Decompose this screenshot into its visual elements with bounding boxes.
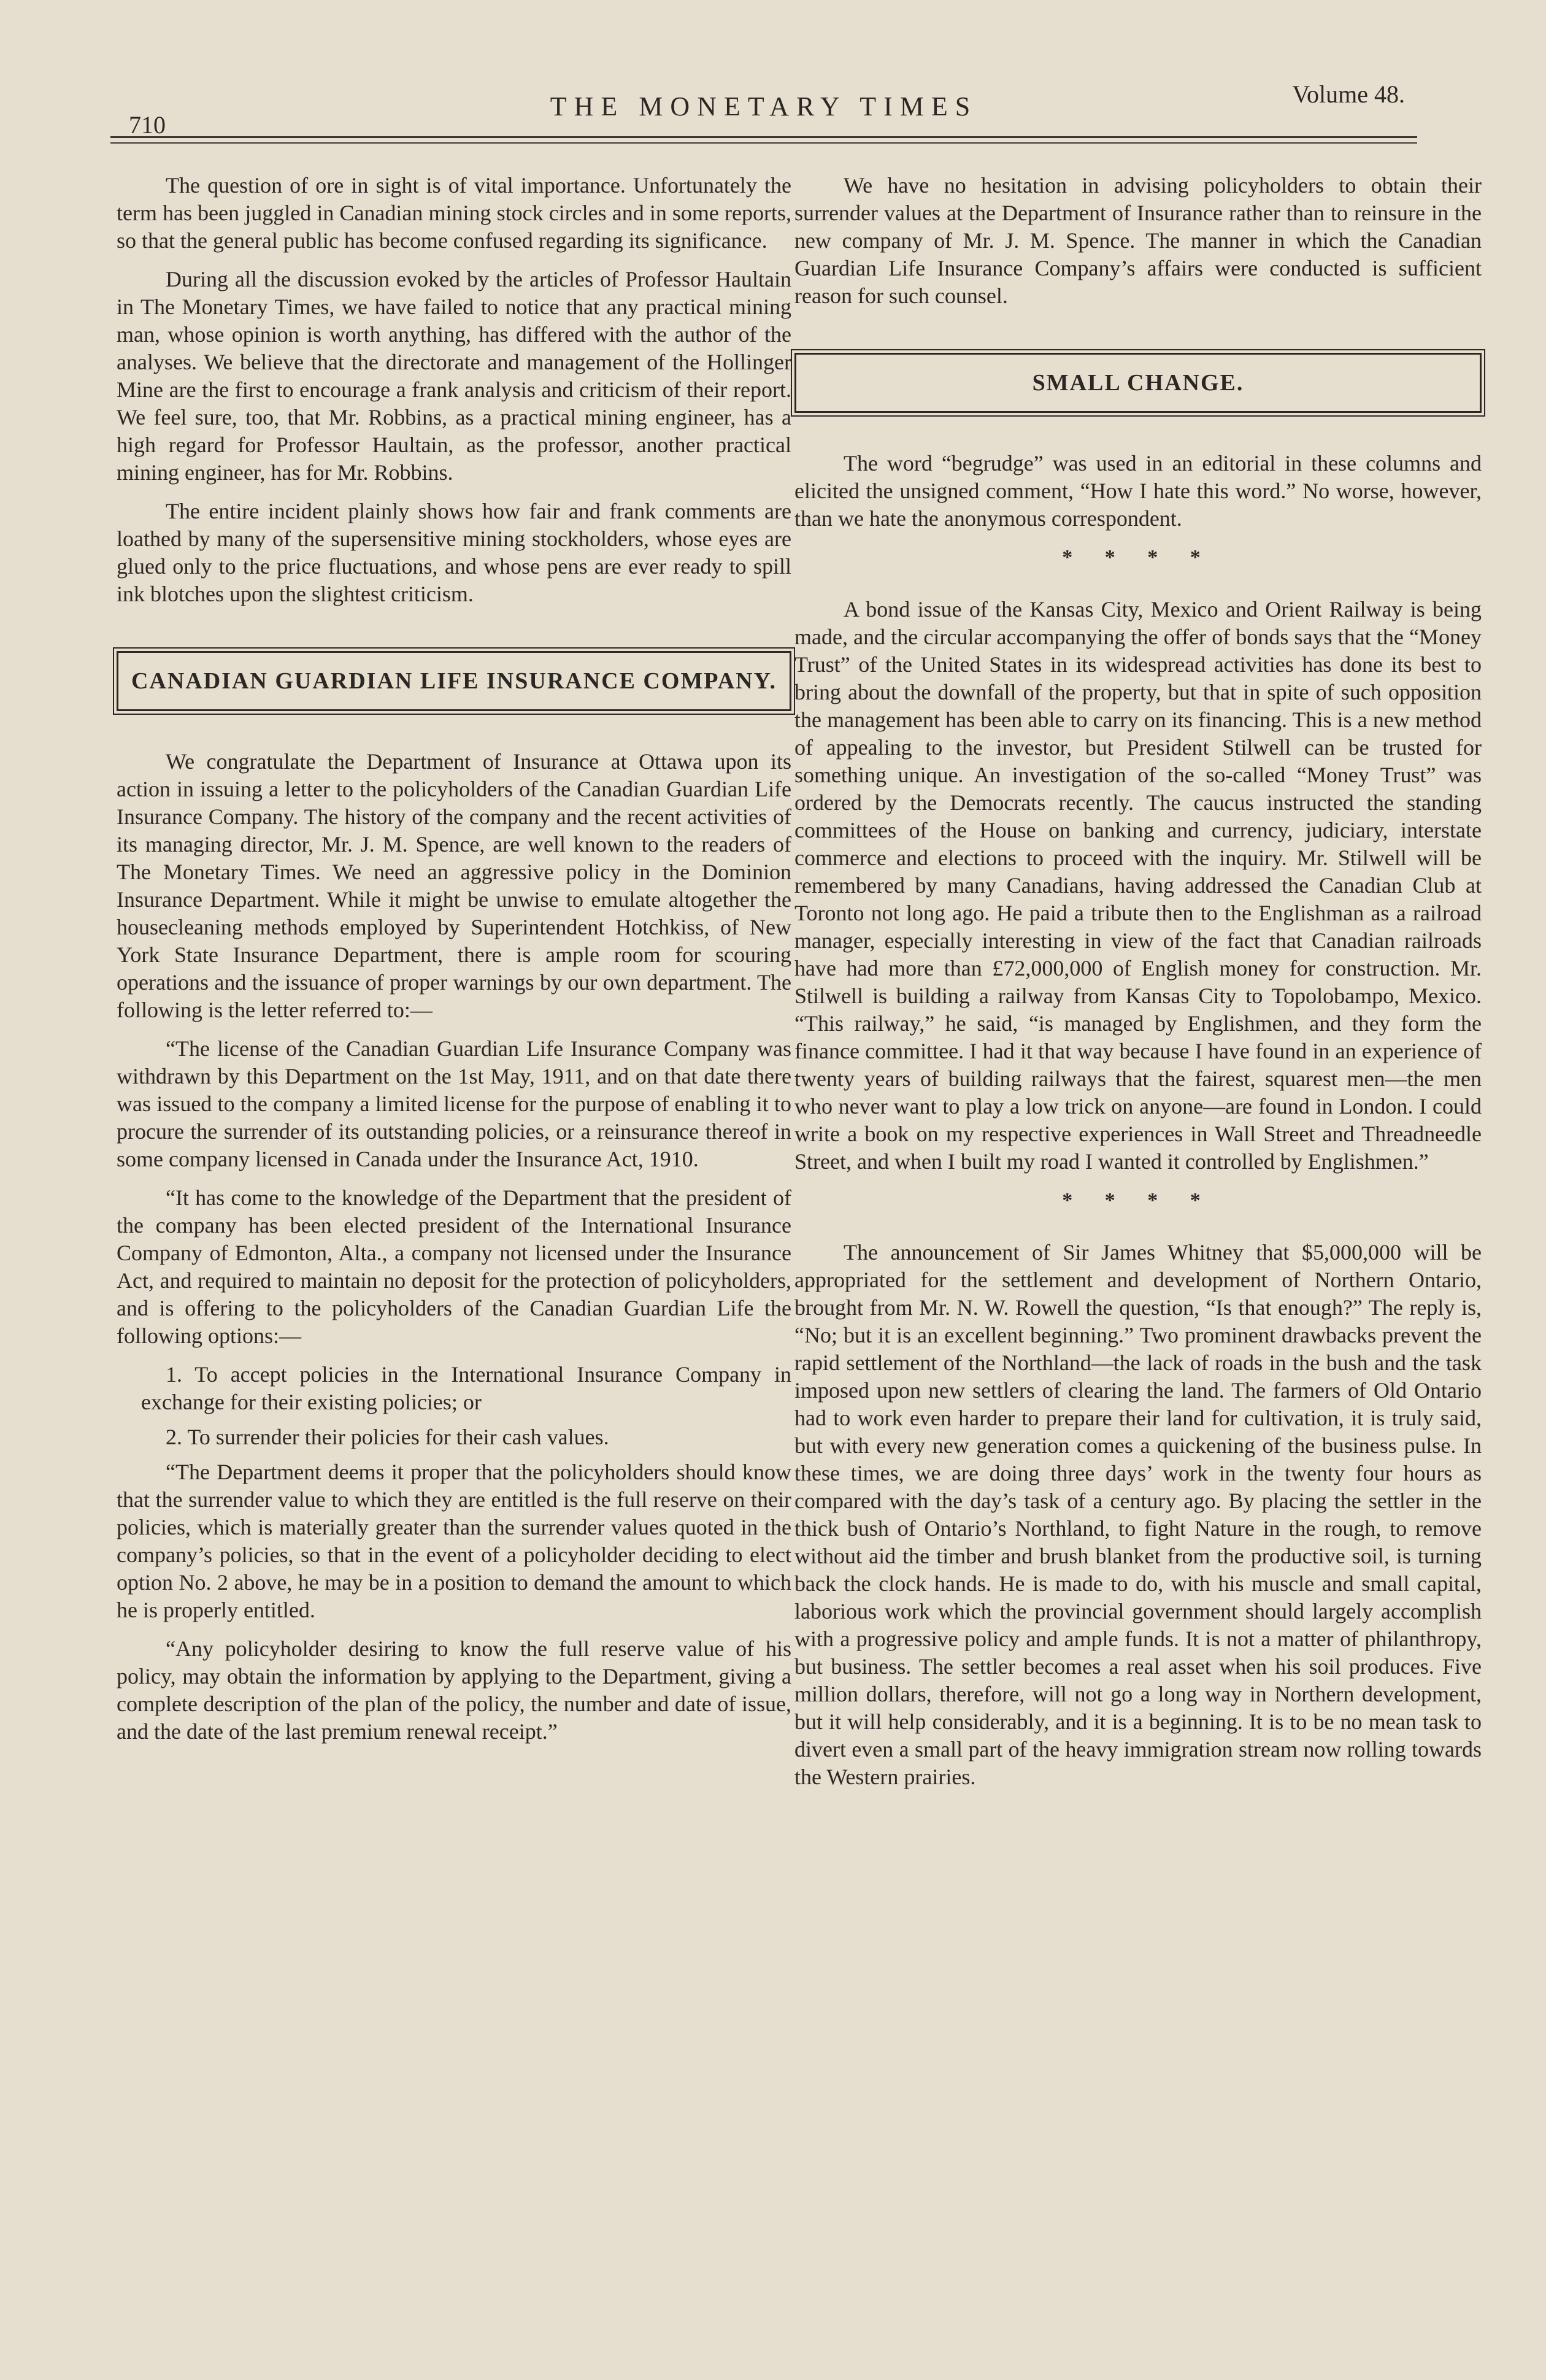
kansas-paragraph: A bond issue of the Kansas City, Mexico and Orient Railway is being made, and the circular accompanying the offer of bonds says that the “Money Trust” of the United States in its widespread activities has done its best to bring about the downfall of the property, but that in spite of such opposition the management has been able to carry on its financing. This is a new method of appealing to the investor, but President Stilwell can be trusted for something unique. An investigation of the so-called “Money Trust” was ordered by the Democrats recently. The caucus instructed the standing committees of the House on banking and currency, judiciary, interstate commerce and elections to proceed with the inquiry. Mr. Stilwell will be remembered by many Canadians, having addressed the Canadian Club at Toronto not long ago. He paid a tribute then to the Englishman as a railroad manager, especially interesting in view of the fact that Canadian railroads have had more than £72,000,000 of English money for construction. Mr. Stilwell is building a railway from Kansas City to Topolobampo, Mexico. “This railway,” he said, “is managed by Englishmen, and they form the finance committee. I had it that way because I have found in an experience of twenty years of building railways that the fairest, squarest men—the men who never want to play a low trick on anyone—are found in London. I could write a book on my respective experiences in Wall Street and Threadneedle Street, and when I built my road I wanted it controlled by Englishmen.” — [794, 597, 1482, 1174]
page-number: 710 — [129, 111, 166, 139]
letter-paragraph: “The license of the Canadian Guardian Life Insurance Company was withdrawn by this Department on the 1st May, 1911, and on that date there was issued to the company a limited license for the purpose of enabling it to procure the surrender of its outstanding policies, or a reinsurance thereof in some company licensed in Canada under the Insurance Act, 1910. — [117, 1036, 791, 1171]
right-column — [794, 172, 1482, 1802]
ore-paragraph: The entire incident plainly shows how fair and frank comments are loathed by many of the supersensitive mining stockholders, whose eyes are glued only to the price fluctuations, and whose pens are ever ready to spill ink blotches upon the slightest criticism. — [117, 499, 791, 606]
letter-paragraph: “Any policyholder desiring to know the full reserve value of his policy, may obtain the information by applying to the Department, giving a complete description of the plan of the policy, the number and date of issue, and the date of the last premium renewal receipt.” — [117, 1636, 791, 1744]
begrudge-paragraph: The word “begrudge” was used in an editorial in these columns and elicited the unsigned comment, “How I hate this word.” No worse, however, than we hate the anonymous correspondent. — [794, 451, 1482, 531]
guardian-paragraph: We congratulate the Department of Insurance at Ottawa upon its action in issuing a letter to the policyholders of the Canadian Guardian Life Insurance Company. The history of the company and the recent activities of its managing director, Mr. J. M. Spence, are well known to the readers of The Monetary Times. We need an aggressive policy in the Dominion Insurance Department. While it might be unwise to emulate altogether the housecleaning methods employed by Superintendent Hotchkiss, of New York State Insurance Department, there is ample room for scouring operations and the issuance of proper warnings by our own department. The following is the letter referred to:— — [117, 749, 791, 1022]
option-item: 2. To surrender their policies for their cash values. — [166, 1425, 609, 1449]
header-rule-inner — [110, 142, 1417, 144]
whitney-paragraph: The announcement of Sir James Whitney that $5,000,000 will be appropriated for the settlement and development of Northern Ontario, brought from Mr. N. W. Rowell the question, “Is that enough?” The reply is, “No; but it is an excellent beginning.” Two prominent drawbacks prevent the rapid settlement of the Northland—the lack of roads in the bush and the task imposed upon new settlers of clearing the land. The farmers of Old Ontario had to work even harder to prepare their land for cultivation, it is truly said, but with every new generation comes a quickening of the business pulse. In these times, we are doing three days’ work in the twenty four hours as compared with the day’s task of a century ago. By placing the settler in the thick bush of Ontario’s Northland, to fight Nature in the rough, to remove without aid the timber and brush blanket from the productive soil, is turning back the clock hands. He is made to do, with his muscle and small capital, laborious work which the provincial government should largely accomplish with a progressive policy and ample funds. It is not a matter of philanthropy, but business. The settler becomes a real asset when his soil produces. Five million dollars, therefore, will not go a long way in Northern development, but it will help considerably, and it is a beginning. It is to be no mean task to divert even a small part of the heavy immigration stream now rolling towards the Western prairies. — [794, 1240, 1482, 1789]
guardian-heading: CANADIAN GUARDIAN LIFE INSURANCE COMPANY. — [117, 651, 791, 711]
journal-title: THE MONETARY TIMES — [550, 91, 978, 121]
ore-paragraph: During all the discussion evoked by the articles of Professor Haultain in The Monetary Times, we have failed to notice that any practical mining man, whose opinion is worth anything, has differed with the author of the analyses. We believe that the directorate and management of the Hollinger Mine are the first to encourage a frank analysis and criticism of their report. We feel sure, too, that Mr. Robbins, as a practical mining engineer, has a high regard for Professor Haultain, as the professor, another practical mining engineer, has for Mr. Robbins. — [117, 267, 791, 485]
header-rule — [110, 136, 1417, 138]
small-change-heading: SMALL CHANGE. — [794, 353, 1482, 413]
option-item: 1. To accept policies in the International Insurance Company in exchange for their existing policies; or — [141, 1362, 791, 1414]
left-column — [117, 172, 791, 1757]
ore-paragraph: The question of ore in sight is of vital importance. Unfortunately the term has been juggled in Canadian mining stock circles and in some reports, so that the general public has become confused regarding its significance. — [117, 173, 791, 253]
letter-paragraph: “The Department deems it proper that the policyholders should know that the surrender value to which they are entitled is the full reserve on their policies, which is materially greater than the surrender values quoted in the company’s policies, so that in the event of a policyholder deciding to elect option No. 2 above, he may be in a position to demand the amount to which he is properly entitled. — [117, 1460, 791, 1622]
advice-paragraph: We have no hesitation in advising policyholders to obtain their surrender values at the Department of Insurance rather than to reinsure in the new company of Mr. J. M. Spence. The manner in which the Canadian Guardian Life Insurance Company’s affairs were conducted is sufficient reason for such counsel. — [794, 173, 1482, 308]
separator-stars: * * * * — [1062, 1189, 1214, 1212]
volume-label: Volume 48. — [1292, 80, 1405, 108]
separator-stars: * * * * — [1062, 546, 1214, 569]
letter-paragraph: “It has come to the knowledge of the Department that the president of the company has been elected president of the International Insurance Company of Edmonton, Alta., a company not licensed under the Insurance Act, and required to maintain no deposit for the protection of policyholders, and is offering to the policyholders of the Canadian Guardian Life the following options:— — [117, 1185, 791, 1348]
